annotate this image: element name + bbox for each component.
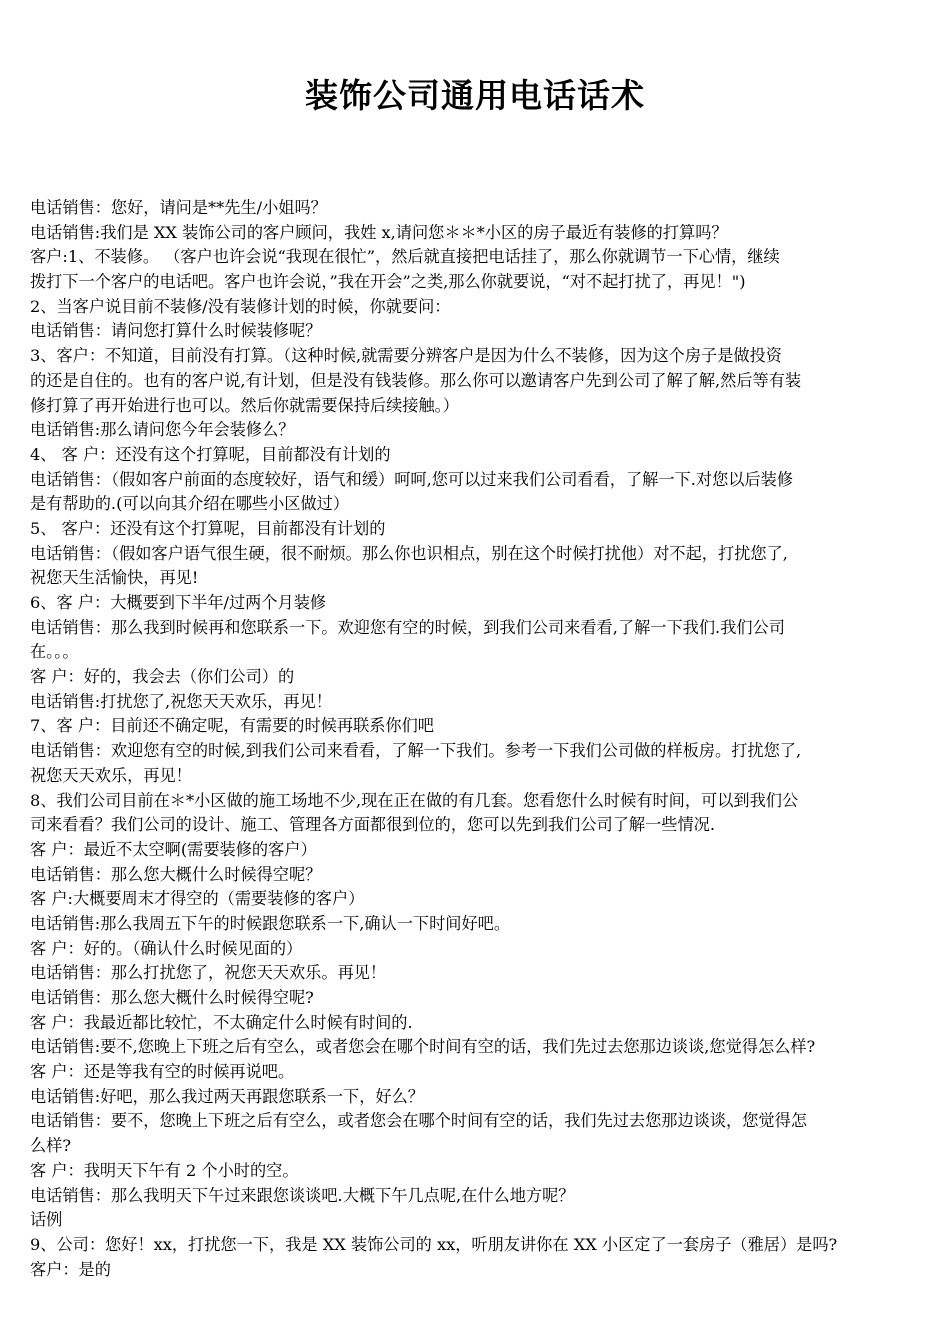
text-line: 祝您天天欢乐，再见！ — [30, 765, 192, 785]
text-line: 司来看看？我们公司的设计、施工、管理各方面都很到位的，您可以先到我们公司了解一些情况. — [30, 815, 716, 835]
text-line: 电话销售:那么我周五下午的时候跟您联系一下,确认一下时间好吧。 — [30, 913, 511, 933]
text-line: 电话销售:打扰您了,祝您天天欢乐，再见！ — [30, 691, 332, 711]
text-line: 4、 客 户：还没有这个打算呢，目前都没有计划的 — [30, 444, 391, 464]
text-line: 客 户：我最近都比较忙，不太确定什么时候有时间的. — [30, 1012, 413, 1032]
text-line: 电话销售：要不，您晚上下班之后有空么，或者您会在哪个时间有空的话，我们先过去您那边谈谈，您觉得怎 — [30, 1111, 807, 1131]
text-line: 6、客 户：大概要到下半年/过两个月装修 — [30, 593, 327, 612]
text-line: 电话销售：（假如客户前面的态度较好，语气和缓）呵呵,您可以过来我们公司看看，了解一下.对您以后装修 — [30, 469, 793, 489]
text-line: 电话销售：那么打扰您了，祝您天天欢乐。再见！ — [30, 963, 387, 983]
text-line: 9、公司：您好！xx，打扰您一下，我是 XX 装饰公司的 xx，听朋友讲你在 XX 小区定了一套房子（雅居）是吗? — [30, 1234, 838, 1254]
text-line: 话例 — [30, 1210, 63, 1230]
text-line: 5、 客户：还没有这个打算呢，目前都没有计划的 — [30, 518, 386, 538]
script-body — [30, 196, 945, 1282]
text-line: 电话销售：欢迎您有空的时候,到我们公司来看看，了解一下我们。参考一下我们公司做的样板房。打扰您了, — [30, 741, 802, 761]
text-line: 客户：是的 — [30, 1259, 111, 1279]
text-line: 电话销售：那么您大概什么时候得空呢？ — [30, 864, 322, 884]
text-line: 电话销售:要不,您晚上下班之后有空么，或者您会在哪个时间有空的话，我们先过去您那边谈谈,您觉得怎么样? — [30, 1037, 816, 1057]
text-line: 电话销售:那么请问您今年会装修么？ — [30, 420, 295, 440]
text-line: 拨打下一个客户的电话吧。客户也许会说，”我在开会”之类,那么你就要说，“对不起打扰了，再见！") — [30, 272, 746, 292]
text-line: 在。。。 — [30, 642, 79, 662]
text-line: 客 户：好的。（确认什么时候见面的） — [30, 938, 303, 958]
text-line: 客 户：最近不太空啊(需要装修的客户） — [30, 839, 317, 859]
text-line: 是有帮助的.(可以向其介绍在哪些小区做过） — [30, 494, 350, 514]
text-line: 电话销售：那么您大概什么时候得空呢? — [30, 988, 314, 1007]
text-line: 客 户:大概要周末才得空的（需要装修的客户） — [30, 889, 365, 909]
text-line: 电话销售:我们是 XX 装饰公司的客户顾问，我姓 x,请问您＊＊*小区的房子最近有装修的打算吗？ — [30, 222, 728, 242]
text-line: 的还是自住的。也有的客户说,有计划，但是没有钱装修。那么你可以邀请客户先到公司了解了解,然后等有装 — [30, 370, 802, 390]
text-line: 3、客户：不知道，目前没有打算。（这种时候,就需要分辨客户是因为什么不装修，因为这个房子是做投资 — [30, 346, 782, 366]
text-line: 电话销售：（假如客户语气很生硬，很不耐烦。那么你也识相点，别在这个时候打扰他）对不起，打扰您了, — [30, 543, 788, 563]
text-line: 客 户：还是等我有空的时候再说吧。 — [30, 1062, 295, 1082]
document-title: 装饰公司通用电话话术 — [305, 76, 645, 115]
text-line: 电话销售:好吧，那么我过两天再跟您联系一下，好么？ — [30, 1086, 424, 1106]
text-line: 客 户：我明天下午有 2 个小时的空。 — [30, 1160, 299, 1180]
text-line: 电话销售：那么我到时候再和您联系一下。欢迎您有空的时候，到我们公司来看看,了解一下我们.我们公司 — [30, 617, 785, 637]
text-line: 客户:1、不装修。 （客户也许会说“我现在很忙”，然后就直接把电话挂了，那么你就调节一下心情，继续 — [30, 247, 780, 267]
text-line: 2、当客户说目前不装修/没有装修计划的时候，你就要问： — [30, 296, 451, 316]
text-line: 电话销售：那么我明天下午过来跟您谈谈吧.大概下午几点呢,在什么地方呢？ — [30, 1185, 575, 1205]
text-line: 客 户：好的，我会去（你们公司）的 — [30, 667, 295, 687]
text-line: 电话销售：请问您打算什么时候装修呢？ — [30, 321, 322, 341]
text-line: 修打算了再开始进行也可以。然后你就需要保持后续接触。） — [30, 395, 459, 415]
text-line: 7、客 户：目前还不确定呢，有需要的时候再联系你们吧 — [30, 716, 434, 736]
text-line: 8、我们公司目前在＊*小区做的施工场地不少,现在正在做的有几套。您看您什么时候有时间，可以到我们公 — [30, 790, 799, 810]
text-line: 么样? — [30, 1136, 72, 1156]
text-line: 电话销售：您好，请问是**先生/小姐吗？ — [30, 198, 327, 217]
text-line: 祝您天生活愉快，再见! — [30, 568, 199, 588]
